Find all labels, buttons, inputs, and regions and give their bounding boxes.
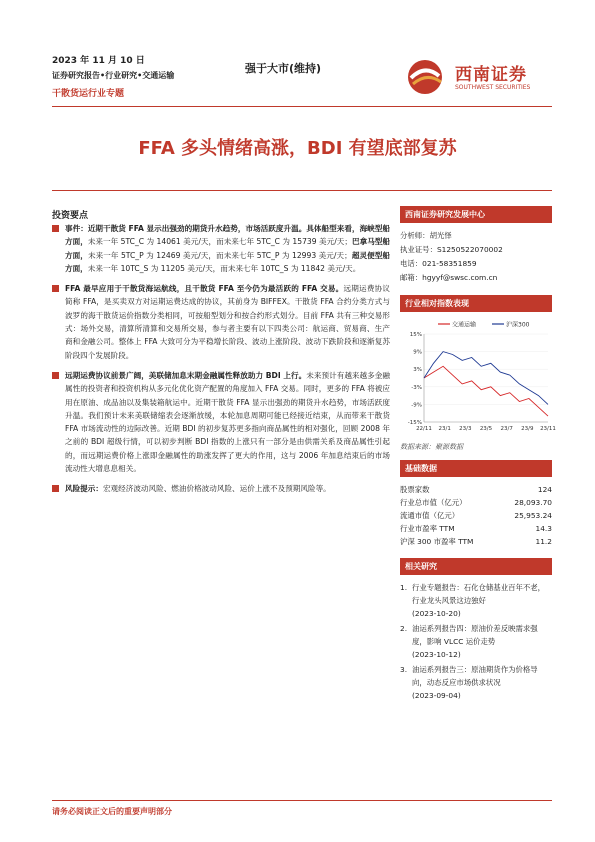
related-list — [400, 581, 552, 702]
title-divider — [52, 190, 552, 191]
item-number: 2. — [400, 624, 408, 633]
para-bold: 巴拿马型船方面， — [65, 237, 391, 260]
x-tick-label: 23/5 — [479, 426, 493, 432]
series-line-hs300 — [424, 352, 548, 405]
logo-mark-icon — [405, 58, 447, 96]
table-row — [400, 483, 552, 496]
x-tick-label: 23/9 — [521, 426, 534, 432]
table-row — [400, 535, 552, 548]
analyst-email[interactable]: 邮箱：hgyyf@swsc.com.cn — [400, 273, 498, 282]
basic-header: 基础数据 — [400, 460, 552, 477]
para-bold: 风险提示： — [65, 484, 103, 494]
series-line-transport — [424, 366, 548, 416]
x-tick-label: 23/7 — [500, 426, 513, 432]
para-text: 未来一年 5TC_P 为 12469 美元/天，而未来七年 5TC_P 为 12993 美元/天； — [87, 250, 352, 260]
list-item[interactable] — [400, 581, 552, 620]
related-header: 相关研究 — [400, 558, 552, 575]
item-number: 1. — [400, 583, 408, 592]
footer-disclaimer[interactable]: 请务必阅读正文后的重要声明部分 — [52, 807, 172, 816]
bullet-icon — [52, 225, 59, 232]
item-number: 3. — [400, 665, 408, 674]
y-tick-label: -3% — [411, 384, 422, 391]
bullet-icon — [52, 485, 59, 492]
row-value: 124 — [537, 485, 552, 494]
analyst-info — [400, 229, 552, 285]
y-tick-label: -9% — [411, 402, 422, 409]
row-key: 流通市值（亿元） — [400, 511, 460, 520]
para-text: 宏观经济波动风险、燃油价格波动风险、运价上涨不及预期风险等。 — [102, 484, 331, 494]
item-date: (2023-10-12) — [412, 650, 461, 659]
para-text: 远期运费协议简称 FFA，是买卖双方对运期运费达成的协议，其前身为 BIFFEX。干散货 FFA 合约分类方式与波罗的海干散货运价指数分类相同，可按船型划分和按合约形式划分。目前 FFA 共有三种交易形式：场外交易，清算所清算和交易所交易，参与者主要有以下四类公司：航运商、贸易商、生产商和金融公司。整体上 FFA 大致可分为平稳增长阶段、波动上涨阶段、波动下跌阶段和逐渐复苏阶段四个发展阶段。 — [65, 284, 390, 360]
logo-text-en: SOUTHWEST SECURITIES — [455, 84, 531, 91]
perf-header: 行业相对指数表现 — [400, 295, 552, 312]
basic-table — [400, 483, 552, 548]
x-tick-label: 23/1 — [438, 426, 451, 432]
para-text: 未来一年 5TC_C 为 14061 美元/天，而未来七年 5TC_C 为 15739 美元/天； — [87, 237, 352, 247]
row-key: 股票家数 — [400, 485, 430, 494]
analyst-name: 分析师：胡光怿 — [400, 231, 452, 240]
x-tick-label: 23/11 — [540, 426, 556, 432]
legend-label-hs300: 沪深300 — [506, 321, 530, 329]
item-date: (2023-09-04) — [412, 691, 461, 700]
company-logo — [405, 58, 550, 96]
paragraph-event — [52, 222, 390, 275]
para-bold: FFA 最早应用于干散货海运航线，且干散货 FFA 至今仍为最活跃的 FFA 交易。 — [65, 284, 344, 294]
row-key: 行业市盈率 TTM — [400, 524, 455, 533]
chart-source: 数据来源：聚源数据 — [400, 443, 463, 451]
header-divider — [52, 106, 552, 107]
item-title: 油运系列报告四：原油价差反映需求强度，影响 VLCC 运价走势 — [412, 624, 538, 646]
paragraph-ffa — [52, 282, 390, 362]
table-row — [400, 509, 552, 522]
table-row — [400, 496, 552, 509]
paragraph-outlook — [52, 369, 390, 475]
report-topic: 干散货运行业专题 — [52, 89, 125, 99]
item-title: 行业专题报告：石化仓储基业百年不老，行业龙头风景这边独好 — [412, 583, 546, 605]
report-title: FFA 多头情绪高涨，BDI 有望底部复苏 — [138, 138, 457, 159]
para-text: 未来预计有越来越多金融属性的投资者和投资机构从多元化优化资产配置的角度加入 FFA 交易。同时，更多的 FFA 将被应用在原油、成品油以及集装箱航运中。近期干散货 FFA 显示出强劲的期货升水趋势，市场活跃度升温。我们预计未来美联储缩表会逐渐放缓，本轮加息周期可能已经接近结束，从而带来干散货 FFA 市场流动性的边际改善。近期 BDI 的初步复苏更多指向商品属性的相对强化，回顾 2008 年之前的 BDI 超级行情，可以初步判断 BDI 指数的上涨只有一部分是由供需关系及商品属性引起的，而远期运费价格上涨即金融属性的助涨发挥了更大的作用，这与 2006 年加息结束后的市场流动性大增息息相关。 — [65, 370, 391, 474]
perf-chart — [400, 318, 556, 438]
bullet-icon — [52, 285, 59, 292]
row-value: 14.3 — [535, 524, 552, 533]
footer-divider — [52, 800, 552, 801]
y-tick-label: -15% — [407, 420, 422, 426]
row-key: 行业总市值（亿元） — [400, 498, 467, 507]
para-lead: 事件： — [65, 224, 88, 233]
para-bold: 超灵便型船方面， — [65, 250, 391, 273]
para-bold: 近期干散货 FFA 显示出强劲的期货升水趋势，市场活跃度升温。具体船型来看，海峡型船方面， — [65, 224, 390, 247]
analyst-license: 执业证号：S1250522070002 — [400, 245, 503, 254]
x-tick-label: 22/11 — [416, 426, 432, 432]
para-text: 未来一年 10TC_S 为 11205 美元/天，而未来七年 10TC_S 为 11842 美元/天。 — [87, 263, 361, 273]
list-item[interactable] — [400, 663, 552, 702]
bullet-icon — [52, 372, 59, 379]
para-bold: 远期运费协议前景广阔，美联储加息末期金融属性释放助力 BDI 上行。 — [65, 370, 307, 380]
y-tick-label: 15% — [409, 332, 422, 338]
analyst-phone: 电话：021-58351859 — [400, 259, 477, 268]
row-value: 28,093.70 — [514, 498, 552, 507]
section-title: 投资要点 — [52, 211, 89, 221]
main-column — [52, 222, 390, 503]
sidebar — [400, 206, 556, 704]
item-date: (2023-10-20) — [412, 609, 461, 618]
item-title: 油运系列报告三：原油期货作为价格导向，动态反应市场供求状况 — [412, 665, 538, 687]
report-date: 2023 年 11 月 10 日 — [52, 56, 145, 66]
paragraph-risk — [52, 482, 390, 495]
row-value: 25,953.24 — [514, 511, 552, 520]
report-category: 证券研究报告•行业研究•交通运输 — [52, 71, 175, 80]
rating: 强于大市(维持) — [245, 62, 322, 75]
x-tick-label: 23/3 — [459, 426, 472, 432]
list-item[interactable] — [400, 622, 552, 661]
row-value: 11.2 — [535, 537, 552, 546]
y-tick-label: 9% — [413, 349, 422, 356]
table-row — [400, 522, 552, 535]
logo-text-cn: 西南证券 — [455, 65, 527, 85]
legend-label-transport: 交通运输 — [452, 321, 477, 329]
y-tick-label: 3% — [413, 367, 422, 374]
line-chart — [400, 318, 556, 438]
analyst-header: 西南证券研究发展中心 — [400, 206, 552, 223]
row-key: 沪深 300 市盈率 TTM — [400, 537, 474, 546]
